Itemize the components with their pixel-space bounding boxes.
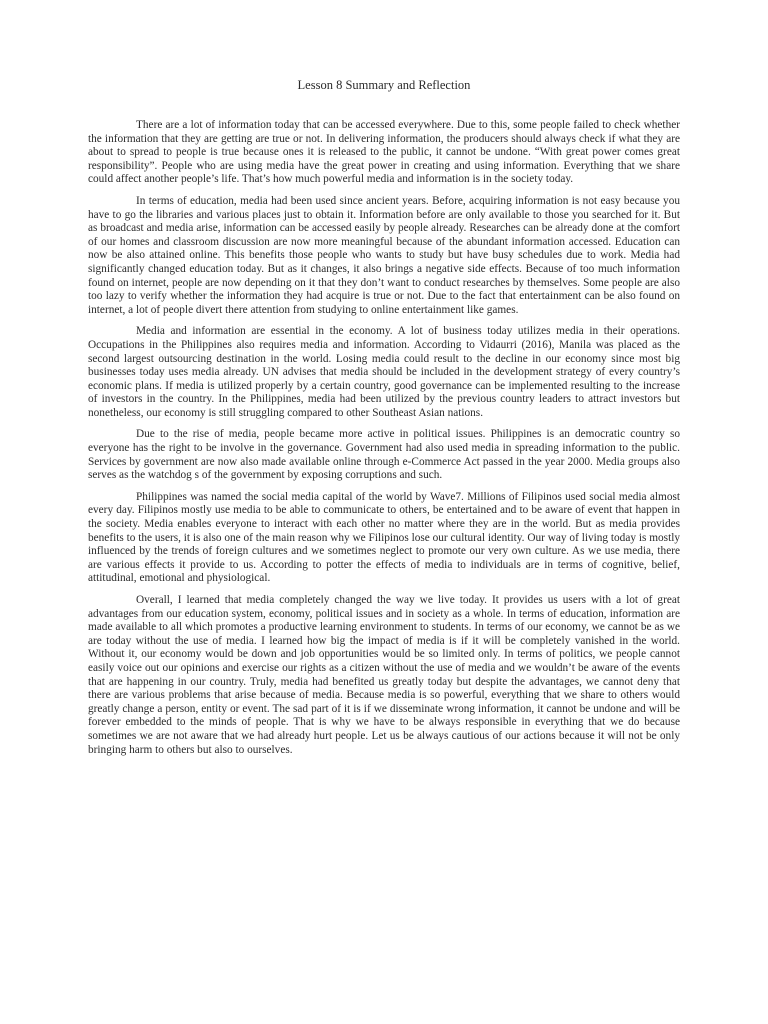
- document-body: [88, 119, 680, 765]
- paragraph-economy: Media and information are essential in the economy. A lot of business today utilizes media in their operations. Occupations in the Philippines also requires media and information. According to Vidaurri (2016), Manila was placed as the second largest outsourcing destination in the world. Losing media could result to the decline in our economy since most big businesses today uses media already. UN advises that media should be included in the development strategy of every country’s economic plans. If media is utilized properly by a certain country, good governance can be implemented resulting to the increase of investors in the country. In the Philippines, media had been utilized by the previous country leaders to attract investors but nonetheless, our economy is still struggling compared to other Southeast Asian nations.: [88, 325, 680, 419]
- paragraph-education: In terms of education, media had been used since ancient years. Before, acquiring information is not easy because you have to go the libraries and various places just to obtain it. Information before are only available to those you searched for it. But as broadcast and media arise, information can be accessed easily by people already. Researches can be already done at the comfort of our homes and classroom discussion are now more meaningful because of the abundant information accessed. Education can now be also attained online. This benefits those people who wants to study but have busy schedules due to work. Media had significantly changed education today. But as it changes, it also brings a negative side effects. Because of too much information found on internet, people are now depending on it that they don’t want to conduct researches by themselves. Some people are also too lazy to verify whether the information they had acquire is true or not. Due to the fact that entertainment can be also found on internet, a lot of people divert there attention from studying to online entertainment like games.: [88, 194, 680, 316]
- paragraph-politics: Due to the rise of media, people became more active in political issues. Philippines is an democratic country so everyone has the right to be involve in the governance. Government had also used media in spreading information to the public. Services by government are now also made available online through e-Commerce Act passed in the year 2000. Media groups also serves as the watchdog s of the government by exposing corruptions and such.: [88, 428, 680, 482]
- paragraph-conclusion: Overall, I learned that media completely changed the way we live today. It provides us users with a lot of great advantages from our education system, economy, political issues and in society as a whole. In terms of education, information are made available to all which promotes a productive learning environment to students. In terms of our economy, we cannot be as we are today without the use of media. I learned how big the impact of media is if it will be completely vanished in the world. Without it, our economy would be down and job opportunities would be so limited only. In terms of politics, we people cannot easily voice out our opinions and exercise our rights as a citizen without the use of media and we wouldn’t be aware of the events that are happening in our country. Truly, media had benefited us greatly today but despite the advantages, we cannot deny that there are various problems that arise because of media. Because media is so powerful, everything that we share to others would greatly change a person, entity or event. The sad part of it is if we disseminate wrong information, it cannot be undone and will be forever embedded to the minds of people. That is why we have to be always responsible in everything that we do because sometimes we are not aware that we had already hurt people. Let us be always cautious of our actions because it will not be only bringing harm to others but also to ourselves.: [88, 594, 680, 756]
- document-title: Lesson 8 Summary and Reflection: [297, 78, 471, 92]
- paragraph-intro: There are a lot of information today that can be accessed everywhere. Due to this, some people failed to check whether the information that they are getting are true or not. In delivering information, the producers should always check if what they are about to spread to people is true because ones it is released to the public, it cannot be undone. “With great power comes great responsibility”. People who are using media have the great power in creating and using information. Everything that we share could affect another people’s life. That’s how much powerful media and information is in the society today.: [88, 119, 680, 186]
- paragraph-society: Philippines was named the social media capital of the world by Wave7. Millions of Filipinos used social media almost every day. Filipinos mostly use media to be able to communicate to others, be entertained and to be aware of event that happen in the society. Media enables everyone to interact with each other no matter where they are in the world. But as media provides benefits to the users, it is also one of the main reason why we Filipinos lose our cultural identity. Our way of living today is mostly influenced by the trends of foreign cultures and we sometimes neglect to promote our very own culture. As we use media, there are various effects it provide to us. According to potter the effects of media to individuals are in terms of cognitive, belief, attitudinal, emotional and physiological.: [88, 490, 680, 585]
